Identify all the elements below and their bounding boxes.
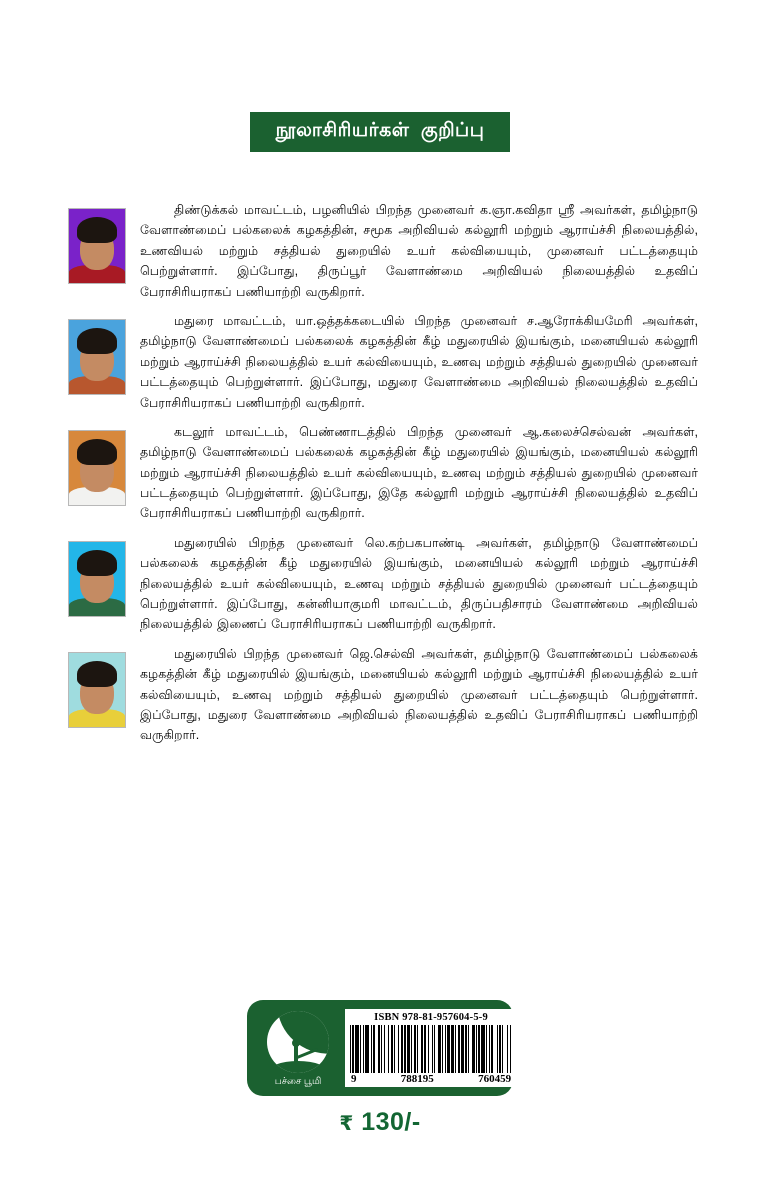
barcode-container (345, 1009, 517, 1087)
author-photo-1 (68, 208, 126, 284)
author-photo-2 (68, 319, 126, 395)
photo-hair-shape (77, 328, 117, 354)
price-label (0, 1108, 760, 1137)
author-entry (0, 311, 760, 413)
ground-shape (267, 1061, 329, 1073)
photo-hair-shape (77, 550, 117, 576)
barcode-digit-mid: 788195 (400, 1072, 434, 1085)
photo-hair-shape (77, 217, 117, 243)
author-entry (0, 200, 760, 302)
publisher-logo (255, 1004, 341, 1092)
header-banner-container (0, 112, 760, 152)
author-photo-5 (68, 652, 126, 728)
barcode-digits (350, 1073, 512, 1085)
price-value: 130/- (361, 1108, 421, 1136)
author-photo-3 (68, 430, 126, 506)
author-bio-text: மதுரை மாவட்டம், யா.ஒத்தக்கடையில் பிறந்த முனைவர் ச.ஆரோக்கியமேரி அவர்கள், தமிழ்நாடு வேளாண்மைப் பல்கலைக் கழகத்தின் கீழ் மதுரையில் இயங்கும், மனையியல் கல்லூரி மற்றும் ஆராய்ச்சி நிலையத்தில் உயர் கல்வியையும், உணவு மற்றும் சத்தியல் துறையில் முனைவர் பட்டத்தையும் பெற்றுள்ளார். இப்போது, மதுரை வேளாண்மை அறிவியல் நிலையத்தில் உதவிப் பேராசிரியராகப் பணியாற்றி வருகிறார். (140, 313, 698, 410)
author-entries-list (0, 200, 760, 755)
rupee-symbol: ₹ (339, 1113, 354, 1135)
leaf-farmer-icon (267, 1011, 329, 1073)
page-title: நூலாசிரியர்கள் குறிப்பு (250, 112, 511, 152)
barcode-digit-left: 9 (351, 1072, 357, 1085)
author-bio-text: கடலூர் மாவட்டம், பெண்ணாடத்தில் பிறந்த முனைவர் ஆ.கலைச்செல்வன் அவர்கள், தமிழ்நாடு வேளாண்மைப் பல்கலைக் கழகத்தின் கீழ் மதுரையில் இயங்கும், மனையியல் கல்லூரி மற்றும் ஆராய்ச்சி நிலையத்தில் உயர் கல்வியையும், உணவு மற்றும் சத்தியல் துறையில் முனைவர் பட்டத்தையும் பெற்றுள்ளார். இப்போது, இதே கல்லூரி மற்றும் ஆராய்ச்சி நிலையத்தில் உதவிப் பேராசிரியராகப் பணியாற்றி வருகிறார். (140, 424, 698, 521)
author-entry (0, 533, 760, 635)
author-bio-text: மதுரையில் பிறந்த முனைவர் லெ.கற்பகபாண்டி அவர்கள், தமிழ்நாடு வேளாண்மைப் பல்கலைக் கழகத்தின் கீழ் மதுரையில் இயங்கும், மனையியல் கல்லூரி மற்றும் ஆராய்ச்சி நிலையத்தில் உயர் கல்வியையும், உணவு மற்றும் சத்தியல் துறையில் முனைவர் பட்டத்தையும் பெற்றுள்ளார். இப்போது, கன்னியாகுமரி மாவட்டம், திருப்பதிசாரம் வேளாண்மை அறிவியல் நிலையத்தில் இணைப் பேராசிரியராகப் பணியாற்றி வருகிறார். (140, 535, 698, 632)
farmer-body-shape (294, 1045, 298, 1063)
author-photo-4 (68, 541, 126, 617)
author-entry (0, 644, 760, 746)
publisher-barcode-block (247, 1000, 513, 1096)
author-bio-text: திண்டுக்கல் மாவட்டம், பழனியில் பிறந்த முனைவர் க.ஞா.கவிதா ஸ்ரீ அவர்கள், தமிழ்நாடு வேளாண்மைப் பல்கலைக் கழகத்தின், சமூக அறிவியல் கல்லூரி மற்றும் ஆராய்ச்சி நிலையத்தில், உணவியல் மற்றும் சத்தியல் துறையில் உயர் கல்வியையும், முனைவர் பட்டத்தையும் பெற்றுள்ளார். இப்போது, திருப்பூர் வேளாண்மை அறிவியல் நிலையத்தில் உதவிப் பேராசிரியராகப் பணியாற்றி வருகிறார். (140, 203, 698, 299)
photo-hair-shape (77, 661, 117, 687)
barcode-bar (511, 1025, 512, 1073)
author-bio-text: மதுரையில் பிறந்த முனைவர் ஜெ.செல்வி அவர்கள், தமிழ்நாடு வேளாண்மைப் பல்கலைக் கழகத்தின் கீழ் மதுரையில் இயங்கும், மனையியல் கல்லூரி மற்றும் ஆராய்ச்சி நிலையத்தில் உயர் கல்வியையும், உணவு மற்றும் சத்தியல் துறையில் முனைவர் பட்டத்தையும் பெற்றுள்ளார். இப்போது, மதுரை வேளாண்மை அறிவியல் நிலையத்தில் உதவிப் பேராசிரியராகப் பணியாற்றி வருகிறார். (140, 646, 698, 743)
isbn-label: ISBN 978-81-957604-5-9 (374, 1012, 488, 1023)
barcode-bars (350, 1025, 512, 1073)
farmer-head-shape (292, 1039, 300, 1047)
barcode-digit-right: 760459 (478, 1072, 512, 1085)
photo-hair-shape (77, 439, 117, 465)
publisher-name: பச்சை பூமி (274, 1075, 322, 1087)
author-entry (0, 422, 760, 524)
